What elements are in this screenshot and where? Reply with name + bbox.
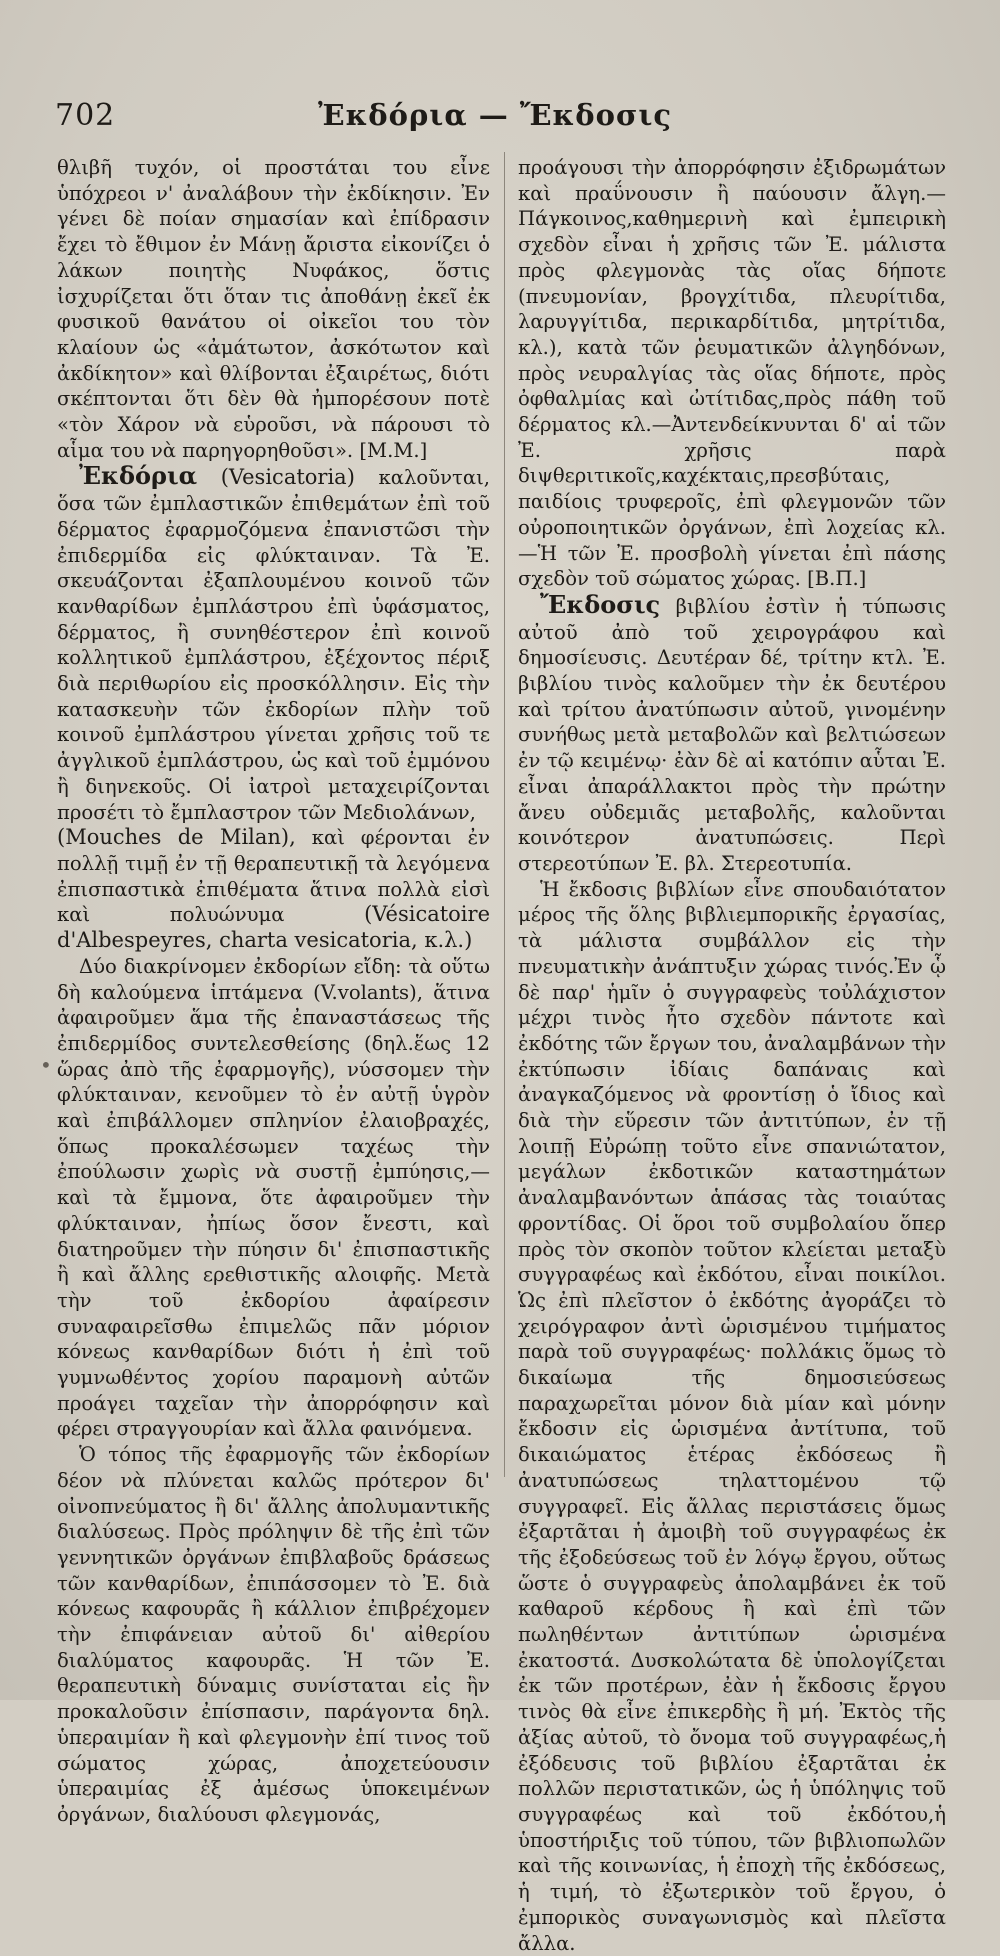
left-column — [57, 155, 490, 1828]
latin-term: (Vesicatoria) — [220, 465, 355, 490]
latin-term: (Mouches de Milan), — [57, 825, 296, 850]
entry-ekdosis — [518, 589, 946, 877]
right-column — [518, 155, 946, 1956]
page-header — [55, 98, 935, 138]
entry-text: βιβλίου ἐστὶν ἡ τύπωσις αὐτοῦ ἀπὸ τοῦ χειρογράφου καὶ δημοσίευσις. Δευτέραν δέ, τρίτην κτλ. Ἐ. βιβλίου τινὸς καλοῦμεν τὴν ἐκ δευτέρου καὶ τρίτου ἀνατύπωσιν αὐτοῦ, γινομένην συνήθως μετὰ μεταβολῶν καὶ βελτιώσεων ἐν τῷ κειμένῳ· ἐὰν δὲ αἱ κατόπιν αὗται Ἐ. εἶναι ἀπαράλλακτοι πρὸς τὴν πρώτην ἄνευ οὐδεμιᾶς μεταβολῆς, καλοῦνται κοινότερον ἀνατυπώσεις. Περὶ στερεοτύπων Ἐ. βλ. Στερεοτυπία. — [518, 594, 946, 875]
entry-ekdoria — [57, 463, 490, 953]
entry-headword: Ἐκδόρια — [79, 461, 198, 491]
running-title: Ἐκδόρια — Ἔκδοσις — [317, 98, 673, 132]
column-divider — [504, 152, 505, 1477]
paragraph: Δύο διακρίνομεν ἐκδορίων εἴδη: τὰ οὕτω δὴ καλούμενα ἱπτάμενα (V.volants), ἅτινα ἀφαιροῦμεν ἅμα τῆς ἐπαναστάσεως τῆς ἐπιδερμίδος συντελεσθείσης (δηλ.ἕως 12 ὥρας ἀπὸ τῆς ἐφαρμογῆς), νύσσομεν τὴν φλύκταιναν, κενοῦμεν τὸ ἐν αὐτῇ ὑγρὸν καὶ ἐπιβάλλομεν σπληνίον ἐλαιοβραχές, ὅπως προκαλέσωμεν ταχέως τὴν ἐπούλωσιν χωρὶς νὰ συστῇ ἐμπύησις,— καὶ τὰ ἔμμονα, ὅτε ἀφαιροῦμεν τὴν φλύκταιναν, ἠπίως ὅσον ἔνεστι, καὶ διατηροῦμεν τὴν πύησιν δι' ἐπισπαστικῆς ἢ καὶ ἄλλης ερεθιστικῆς αλοιφῆς. Μετὰ τὴν τοῦ ἐκδορίου ἀφαίρεσιν συναφαιρεῖσθω ἐπιμελῶς πᾶν μόριον κόνεως κανθαρίδων διότι ἡ ἐπὶ τοῦ γυμνωθέντος χορίου παραμονὴ αὐτῶν προάγει ταχεῖαν τὴν ἀπορρόφησιν καὶ φέρει στραγγουρίαν καὶ ἄλλα φαινόμενα. — [57, 954, 490, 1441]
latin-term: (Vésicatoire d'Albespeyres, charta vesicatoria, κ.λ.) — [57, 902, 490, 953]
entry-headword: Ἔκδοσις — [540, 589, 661, 619]
paragraph: Ἡ ἔκδοσις βιβλίων εἶνε σπουδαιότατον μέρος τῆς ὅλης βιβλιεμπορικῆς ἐργασίας, τὰ μάλιστα συμβάλλον εἰς τὴν πνευματικὴν ἀνάπτυξιν χώρας τινός.Ἐν ᾧ δὲ παρ' ἡμῖν ὁ συγγραφεὺς τοὐλάχιστον μέχρι τινὸς ἦτο σχεδὸν πάντοτε καὶ ἐκδότης τῶν ἔργων του, ἀναλαμβάνων τὴν ἐκτύπωσιν ἰδίαις δαπάναις καὶ ἀναγκαζόμενος νὰ φροντίσῃ ὁ ἴδιος καὶ διὰ τὴν εὕρεσιν τῶν ἀντιτύπων, ἐν τῇ λοιπῇ Εὐρώπῃ τοῦτο εἶνε σπανιώτατον, μεγάλων ἐκδοτικῶν καταστημάτων ἀναλαμβανόντων ἁπάσας τὰς τοιαύτας φροντίδας. Οἱ ὅροι τοῦ συμβολαίου ὅπερ πρὸς τὸν σκοπὸν τοῦτον κλείεται μεταξὺ συγγραφέως καὶ ἐκδότου, εἶναι ποικίλοι. Ὡς ἐπὶ πλεῖστον ὁ ἐκδότης ἀγοράζει τὸ χειρόγραφον ἀντὶ ὡρισμένου τιμήματος παρὰ τοῦ συγγραφέως· πολλάκις ὅμως τὸ δικαίωμα τῆς δημοσιεύσεως παραχωρεῖται μόνον διὰ μίαν καὶ μόνην ἔκδοσιν εἰς ὡρισμένα ἀντίτυπα, τοῦ δικαιώματος ἑτέρας ἐκδόσεως ἢ ἀνατυπώσεως τηλαττομένου τῷ συγγραφεῖ. Εἰς ἄλλας περιστάσεις ὅμως ἐξαρτᾶται ἡ ἀμοιβὴ τοῦ συγγραφέως ἐκ τῆς ἐξοδεύσεως τοῦ ἐν λόγῳ ἔργου, οὕτως ὥστε ὁ συγγραφεὺς ἀπολαμβάνει ἐκ τοῦ καθαροῦ κέρδους ἢ καὶ ἐπὶ τῶν πωληθέντων ἀντιτύπων ὡρισμένα ἐκατοστά. Δυσκολώτατα δὲ ὑπολογίζεται ἐκ τῶν προτέρων, ἐὰν ἡ ἔκδοσις ἔργου τινὸς θὰ εἶνε ἐπικερδὴς ἢ μή. Ἐκτὸς τῆς ἀξίας αὐτοῦ, τὸ ὄνομα τοῦ συγγραφέως,ἡ ἐξόδευσις τοῦ βιβλίου ἐξαρτᾶται ἐκ πολλῶν περιστατικῶν, ὡς ἡ ὑπόληψις τοῦ συγγραφέως καὶ τοῦ ἐκδότου,ἡ ὑποστήριξις τοῦ τύπου, τῶν βιβλιοπωλῶν καὶ τῆς κοινωνίας, ἡ ἐποχὴ τῆς ἐκδόσεως, ἡ τιμή, τὸ ἐξωτερικὸν τοῦ ἔργου, ὁ ἐμπορικὸς συναγωνισμὸς καὶ πλεῖστα ἄλλα. — [518, 877, 946, 1955]
entry-text: καλοῦνται, ὅσα τῶν ἐμπλαστικῶν ἐπιθεμάτων ἐπὶ τοῦ δέρματος ἐφαρμοζόμενα ἐπανιστῶσι τὴν ἐπιδερμίδα εἰς φλύκταιναν. Τὰ Ἐ. σκευάζονται ἐξαπλουμένου κοινοῦ τῶν κανθαρίδων ἐμπλάστρου ἐπὶ ὑφάσματος, δέρματος, ἢ συνηθέστερον ἐπὶ κοινοῦ κολλητικοῦ ἐμπλάστρου, ἐξέχοντος πέριξ διὰ περιθωρίου εἰς προσκόλλησιν. Εἰς τὴν κατασκευὴν τῶν ἐκδορίων πλὴν τοῦ κοινοῦ ἐμπλάστρου γίνεται χρῆσις τοῦ τε ἀγγλικοῦ ἐμπλάστρου, ὡς καὶ τοῦ ἐμμόνου ἢ διηνεκοῦς. Οἱ ἰατροὶ μεταχειρίζονται προσέτι τὸ ἔμπλαστρον τῶν Μεδιολάνων, — [57, 466, 490, 824]
page-number: 702 — [55, 98, 116, 133]
entry-text: καὶ φέρονται ἐν πολλῇ τιμῇ ἐν τῇ θεραπευτικῇ τὰ λεγόμενα ἐπισπαστικὰ ἐπιθέματα ἅτινα πολλὰ εἰσὶ καὶ πολυώνυμα — [57, 826, 490, 927]
paragraph-continued: θλιβῆ τυχόν, οἱ προστάται του εἶνε ὑπόχρεοι ν' ἀναλάβουν τὴν ἐκδίκησιν. Ἐν γένει δὲ ποίαν σημασίαν καὶ ἐπίδρασιν ἔχει τὸ ἔθιμον ἐν Μάνῃ ἄριστα εἰκονίζει ὁ λάκων ποιητὴς Νυφάκος, ὅστις ἰσχυρίζεται ὅτι ὅταν τις ἀποθάνῃ ἐκεῖ ἐκ φυσικοῦ θανάτου οἱ οἰκεῖοι του τὸν κλαίουν ὡς «ἀμάτωτον, ἀσκότωτον καὶ ἀκδίκητον» καὶ θλίβονται ἐξαιρέτως, διότι σκέπτονται ὅτι δὲν θὰ ἠμπορέσουν ποτὲ «τὸν Χάρον νὰ εὑροῦσι, νὰ πάρουσι τὸ αἷμα του νὰ παρηγορηθοῦσι». [Μ.Μ.] — [57, 156, 490, 462]
paragraph-continued: προάγουσι τὴν ἀπορρόφησιν ἐξιδρωμάτων καὶ πραΰνουσιν ἢ παύουσιν ἄλγη.—Πάγκοινος,καθημερινὴ καὶ ἐμπειρικὴ σχεδὸν εἶναι ἡ χρῆσις τῶν Ἐ. μάλιστα πρὸς φλεγμονὰς τὰς οἵας δήποτε (πνευμονίαν, βρογχίτιδα, πλευρίτιδα, λαρυγγίτιδα, περικαρδίτιδα, μητρίτιδα, κλ.), κατὰ τῶν ῥευματικῶν ἀλγηδόνων, πρὸς νευραλγίας τὰς οἵας δήποτε, πρὸς ὀφθαλμίας καὶ ὠτίτιδας,πρὸς πάθη τοῦ δέρματος κλ.—Ἀντενδείκνυνται δ' αἱ τῶν Ἐ. χρῆσις παρὰ διψθεριτικοῖς,καχέκταις,πρεσβύταις, παιδίοις τρυφεροῖς, ἐπὶ φλεγμονῶν τῶν οὐροποιητικῶν ὀργάνων, ἐπὶ λοχείας κλ.—Ἡ τῶν Ἐ. προσβολὴ γίνεται ἐπὶ πάσης σχεδὸν τοῦ σώματος χώρας. [Β.Π.] — [518, 156, 946, 591]
margin-dot: • — [40, 1053, 52, 1077]
paragraph: Ὁ τόπος τῆς ἐφαρμογῆς τῶν ἐκδορίων δέον νὰ πλύνεται καλῶς πρότερον δι' οἰνοπνεύματος ἢ δι' ἄλλης ἀπολυμαντικῆς διαλύσεως. Πρὸς πρόληψιν δὲ τῆς ἐπὶ τῶν γεννητικῶν ὀργάνων ἐπιβλαβοῦς δράσεως τῶν κανθαρίδων, ἐπιπάσσομεν τὸ Ἐ. διὰ κόνεως καφουρᾶς ἢ κάλλιον ἐπιβρέχομεν τὴν ἐπιφάνειαν αὐτοῦ δι' αἰθερίου διαλύματος καφουρᾶς. Ἡ τῶν Ἐ. θεραπευτικὴ δύναμις συνίσταται εἰς ἣν προκαλοῦσιν ἐπίσπασιν, παράγοντα δηλ. ὑπεραιμίαν ἢ καὶ φλεγμονὴν ἐπί τινος τοῦ σώματος χώρας, ἀποχετεύουσιν ὑπεραιμίας ἐξ ἀμέσως ὑποκειμένων ὀργάνων, διαλύουσι φλεγμονάς, — [57, 1443, 490, 1826]
